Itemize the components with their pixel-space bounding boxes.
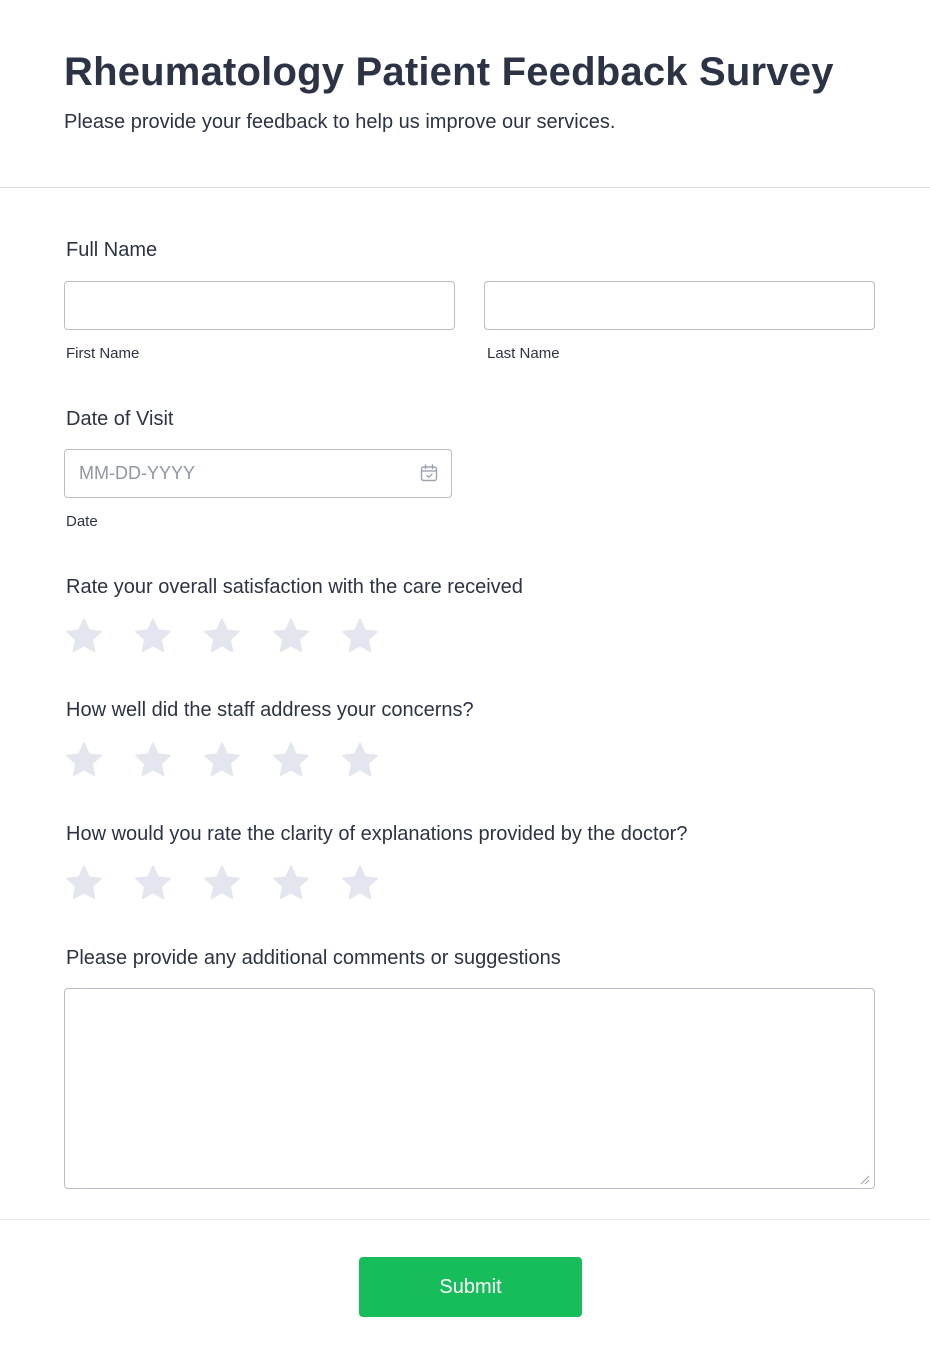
date-field (64, 449, 452, 498)
star-icon[interactable] (64, 863, 104, 903)
comments-textarea[interactable] (64, 988, 875, 1189)
first-name-input[interactable] (64, 281, 455, 330)
star-icon[interactable] (271, 740, 311, 780)
star-rating-staff-concerns (64, 740, 394, 780)
date-of-visit-label: Date of Visit (66, 408, 174, 430)
last-name-input[interactable] (484, 281, 875, 330)
star-rating-doctor-clarity (64, 863, 394, 903)
full-name-label: Full Name (66, 239, 158, 261)
star-icon[interactable] (340, 616, 380, 656)
star-rating-satisfaction (64, 616, 394, 656)
star-icon[interactable] (133, 616, 173, 656)
star-icon[interactable] (271, 616, 311, 656)
last-name-sublabel: Last Name (487, 345, 560, 362)
date-sublabel: Date (66, 513, 98, 530)
star-icon[interactable] (133, 740, 173, 780)
first-name-sublabel: First Name (66, 345, 140, 362)
star-icon[interactable] (340, 740, 380, 780)
star-icon[interactable] (202, 863, 242, 903)
footer-divider (0, 1219, 930, 1220)
date-input[interactable] (64, 449, 452, 498)
page-subtitle: Please provide your feedback to help us improve our services. (64, 111, 616, 133)
resize-handle-icon[interactable] (858, 1172, 870, 1184)
calendar-icon[interactable] (420, 464, 438, 482)
star-icon[interactable] (64, 616, 104, 656)
page-title: Rheumatology Patient Feedback Survey (64, 50, 834, 94)
star-icon[interactable] (64, 740, 104, 780)
submit-button[interactable]: Submit (359, 1257, 582, 1317)
star-icon[interactable] (340, 863, 380, 903)
rating-question-label: How well did the staff address your concerns? (66, 699, 474, 721)
rating-question-label: How would you rate the clarity of explanations provided by the doctor? (66, 823, 688, 845)
comments-label: Please provide any additional comments or suggestions (66, 947, 561, 969)
star-icon[interactable] (202, 740, 242, 780)
star-icon[interactable] (271, 863, 311, 903)
form-header (0, 0, 930, 188)
star-icon[interactable] (133, 863, 173, 903)
rating-question-label: Rate your overall satisfaction with the care received (66, 576, 523, 598)
star-icon[interactable] (202, 616, 242, 656)
